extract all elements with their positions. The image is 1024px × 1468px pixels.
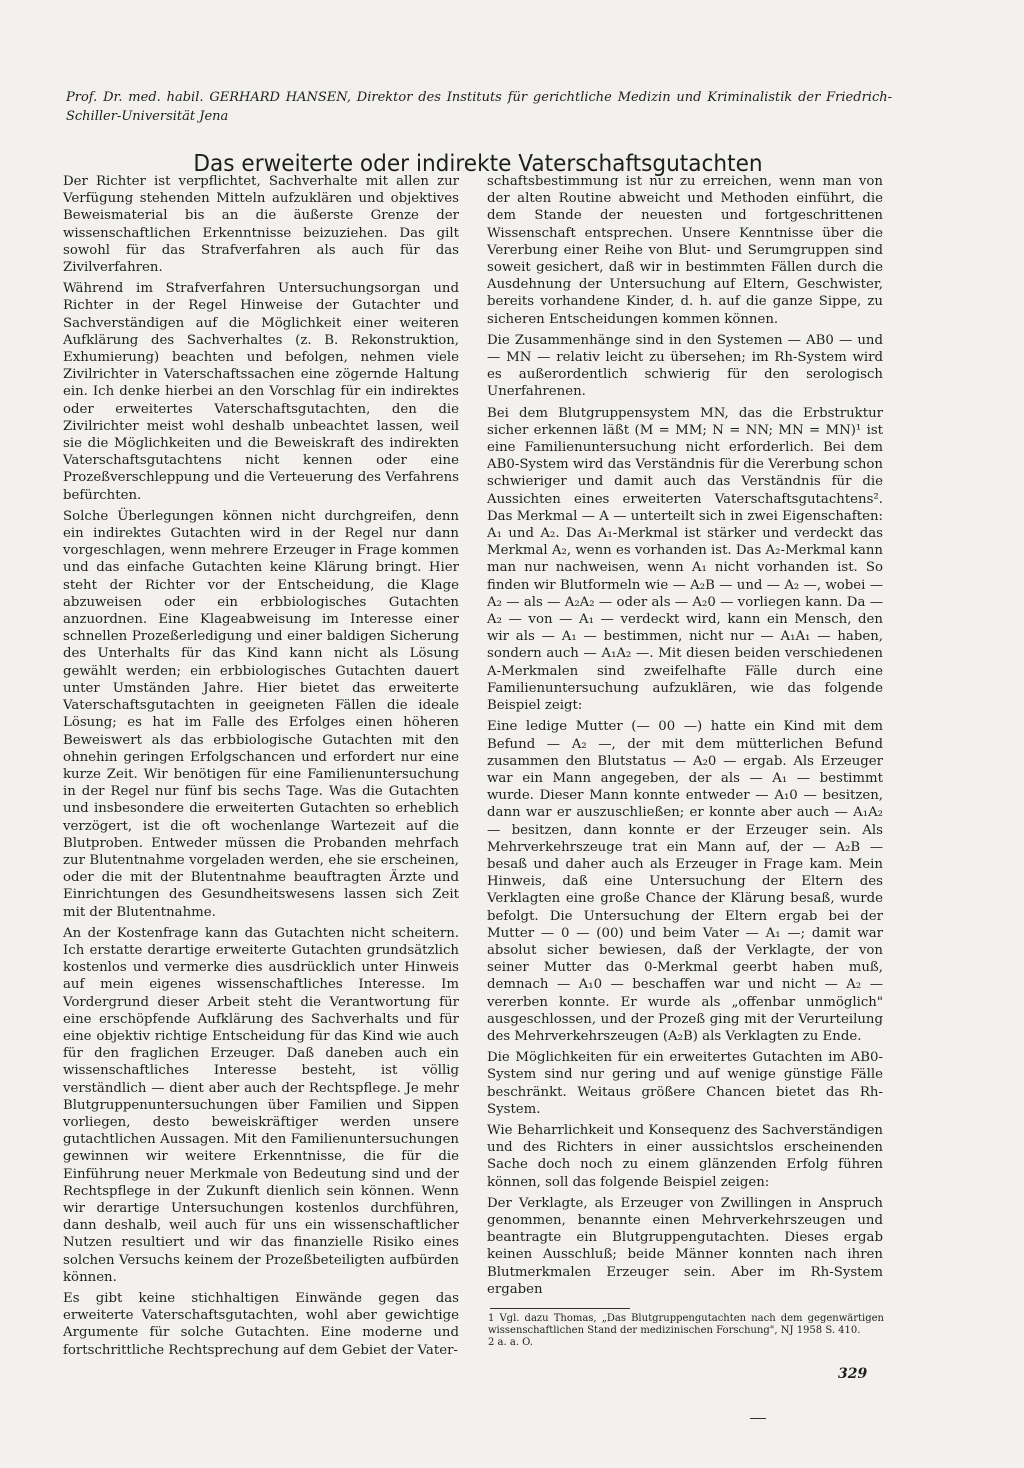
- page-number: 329: [838, 1366, 868, 1382]
- decorative-dash: [750, 1418, 766, 1419]
- paragraph: Die Zusammenhänge sind in den Systemen — AB0 — und — MN — relativ leicht zu übersehen; im Rh-System wird es außerordentlich schwierig für den serologisch Unerfahrenen.: [487, 332, 883, 400]
- paragraph: Eine ledige Mutter (— 00 —) hatte ein Kind mit dem Befund — A₂ —, der mit dem mütterlichen Befund zusammen den Blutstatus — A₂0 — ergab. Als Erzeuger war ein Mann angegeben, der als — A₁ — bestimmt wurde. Dieser Mann konnte entweder — A₁0 — besitzen, dann war er auszuschließen; er konnte aber auch — A₁A₂ — besitzen, dann konnte er der Erzeuger sein. Als Mehrverkehrszeuge trat ein Mann auf, der — A₂B — besaß und daher auch als Erzeuger in Frage kam. Mein Hinweis, daß eine Untersuchung der Eltern des Verklagten eine große Chance der Klärung besaß, wurde befolgt. Die Untersuchung der Eltern ergab bei der Mutter — 0 — (00) und beim Vater — A₁ —; damit war absolut sicher bewiesen, daß der Verklagte, der von seiner Mutter das 0-Merkmal geerbt haben muß, demnach — A₁0 — beschaffen war und nicht — A₂ — vererben konnte. Er wurde als „offenbar unmöglich" ausgeschlossen, und der Prozeß ging mit der Verurteilung des Mehrverkehrszeugen (A₂B) als Verklagten zu Ende.: [487, 719, 883, 1044]
- footnote: 1 Vgl. dazu Thomas, „Das Blutgruppengutachten nach dem gegenwärtigen wissenschaftlichen Stand der medizinischen Forschung", NJ 1958 S. 410.: [488, 1313, 884, 1336]
- paragraph: Während im Strafverfahren Untersuchungsorgan und Richter in der Regel Hinweise der Gutachter und Sachverständigen auf die Möglichkeit einer weiteren Aufklärung des Sachverhaltes (z. B. Rekonstruktion, Exhumierung) beachten und befolgen, nehmen viele Zivilrichter in Vaterschaftssachen eine zögernde Haltung ein. Ich denke hierbei an den Vorschlag für ein indirektes oder erweitertes Vaterschaftsgutachten, den die Zivilrichter meist wohl deshalb unbeachtet lassen, weil sie die Möglichkeiten und die Beweiskraft des indirekten Vaterschaftsgutachtens nicht kennen oder eine Prozeßverschleppung und die Verteuerung des Verfahrens befürchten.: [63, 281, 459, 503]
- footnote-divider: [490, 1308, 630, 1309]
- right-column: [487, 173, 883, 1302]
- paragraph: Der Richter ist verpflichtet, Sachverhalte mit allen zur Verfügung stehenden Mitteln aufzuklären und objektives Beweismaterial bis an die äußerste Grenze der wissenschaftlichen Erkenntnisse beizuziehen. Das gilt sowohl für das Strafverfahren als auch für das Zivilverfahren.: [63, 174, 459, 276]
- paragraph: Solche Überlegungen können nicht durchgreifen, denn ein indirektes Gutachten wird in der Regel nur dann vorgeschlagen, wenn mehrere Erzeuger in Frage kommen und das einfache Gutachten keine Klärung bringt. Hier steht der Richter vor der Entscheidung, die Klage abzuweisen oder ein erbbiologisches Gutachten anzuordnen. Eine Klageabweisung im Interesse einer schnellen Prozeßerledigung und einer baldigen Sicherung des Unterhalts für das Kind kann nicht als Lösung gewählt werden; ein erbbiologisches Gutachten dauert unter Umständen Jahre. Hier bietet das erweiterte Vaterschaftsgutachten in geeigneten Fällen die ideale Lösung; es hat im Falle des Erfolges einen höheren Beweiswert als das erbbiologische Gutachten mit den ohnehin geringen Erfolgschancen und erfordert nur eine kurze Zeit. Wir benötigen für eine Familienuntersuchung in der Regel nur fünf bis sechs Tage. Was die Gutachten und insbesondere die erweiterten Gutachten so erheblich verzögert, ist die oft wochenlange Wartezeit auf die Blutproben. Entweder müssen die Probanden mehrfach zur Blutentnahme vorgeladen werden, ehe sie erscheinen, oder die mit der Blutentnahme beauftragten Ärzte und Einrichtungen des Gesundheitswesens lassen sich Zeit mit der Blutentnahme.: [63, 508, 459, 920]
- article-headline: Das erweiterte oder indirekte Vaterschaftsgutachten: [193, 151, 763, 178]
- paragraph: Die Möglichkeiten für ein erweitertes Gutachten im AB0-System sind nur gering und auf wenige günstige Fälle beschränkt. Weitaus größere Chancen bietet das Rh-System.: [487, 1050, 883, 1117]
- left-column: [63, 173, 459, 1363]
- paragraph: Der Verklagte, als Erzeuger von Zwillingen in Anspruch genommen, benannte einen Mehrverkehrszeugen und beantragte ein Blutgruppengutachten. Dieses ergab keinen Ausschluß; beide Männer konnten nach ihren Blutmerkmalen Erzeuger sein. Aber im Rh-System ergaben: [487, 1195, 883, 1297]
- footnotes: [488, 1313, 884, 1349]
- footnote: 2 a. a. O.: [488, 1337, 533, 1348]
- paragraph: An der Kostenfrage kann das Gutachten nicht scheitern. Ich erstatte derartige erweiterte Gutachten grundsätzlich kostenlos und vermerke dies ausdrücklich unter Hinweis auf mein eigenes wissenschaftliches Interesse. Im Vordergrund dieser Arbeit steht die Verantwortung für eine erschöpfende Aufklärung des Sachverhalts und für eine objektiv richtige Entscheidung für das Kind wie auch für den fraglichen Erzeuger. Daß daneben auch ein wissenschaftliches Interesse besteht, ist völlig verständlich — dient aber auch der Rechtspflege. Je mehr Blutgruppenuntersuchungen über Familien und Sippen vorliegen, desto beweiskräftiger werden unsere gutachtlichen Aussagen. Mit den Familienuntersuchungen gewinnen wir weitere Erkenntnisse, die für die Einführung neuer Merkmale von Bedeutung sind und der Rechtspflege in der Zukunft dienlich sein können. Wenn wir derartige Untersuchungen kostenlos durchführen, dann deshalb, weil auch für uns ein wissenschaftlicher Nutzen resultiert und wir das finanzielle Risiko eines solchen Versuchs keinem der Prozeßbeteiligten aufbürden können.: [63, 925, 459, 1285]
- author-byline: Prof. Dr. med. habil. GERHARD HANSEN, Direktor des Instituts für gerichtliche Medizin und Kriminalistik der Friedrich-Schiller-Universität Jena: [66, 90, 892, 124]
- paragraph: Wie Beharrlichkeit und Konsequenz des Sachverständigen und des Richters in einer aussichtslos erscheinenden Sache doch noch zu einem glänzenden Erfolg führen können, soll das folgende Beispiel zeigen:: [487, 1122, 883, 1190]
- paragraph: Bei dem Blutgruppensystem MN, das die Erbstruktur sicher erkennen läßt (M = MM; N = NN; MN = MN)¹ ist eine Familienuntersuchung nicht erforderlich. Bei dem AB0-System wird das Verständnis für die Vererbung schon schwieriger und damit auch das Verständnis für die Aussichten eines erweiterten Vaterschaftsgutachtens². Das Merkmal — A — unterteilt sich in zwei Eigenschaften: A₁ und A₂. Das A₁-Merkmal ist stärker und verdeckt das Merkmal A₂, wenn es vorhanden ist. Das A₂-Merkmal kann man nur nachweisen, wenn A₁ nicht vorhanden ist. So finden wir Blutformeln wie — A₂B — und — A₂ —, wobei — A₂ — als — A₂A₂ — oder als — A₂0 — vorliegen kann. Da — A₂ — von — A₁ — verdeckt wird, kann ein Mensch, den wir als — A₁ — bestimmen, nicht nur — A₁A₁ — haben, sondern auch — A₁A₂ —. Mit diesen beiden verschiedenen A-Merkmalen sind zweifelhafte Fälle durch eine Familienuntersuchung aufzuklären, wie das folgende Beispiel zeigt:: [487, 405, 883, 714]
- paragraph: Es gibt keine stichhaltigen Einwände gegen das erweiterte Vaterschaftsgutachten, wohl aber gewichtige Argumente für solche Gutachten. Eine moderne und fortschrittliche Rechtsprechung auf dem Gebiet der Vater-: [63, 1291, 459, 1358]
- paragraph: schaftsbestimmung ist nur zu erreichen, wenn man von der alten Routine abweicht und Methoden einführt, die dem Stande der neuesten und fortgeschrittenen Wissenschaft entsprechen. Unsere Kenntnisse über die Vererbung einer Reihe von Blut- und Serumgruppen sind soweit gesichert, daß wir in bestimmten Fällen durch die Ausdehnung der Untersuchung auf Eltern, Geschwister, bereits vorhandene Kinder, d. h. auf die ganze Sippe, zu sicheren Entscheidungen kommen können.: [487, 174, 883, 327]
